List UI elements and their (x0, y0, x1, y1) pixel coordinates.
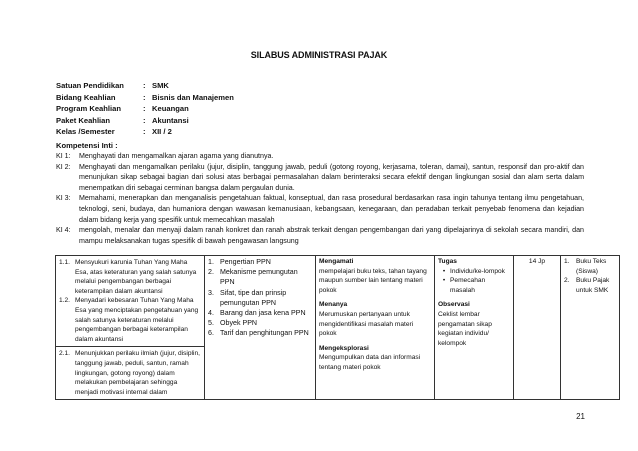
kd-text: Mensyukuri karunia Tuhan Yang Maha Esa, atas keteraturan yang salah satunya melalui pengembangan berbagai keterampilan dalam akuntansi (75, 259, 197, 295)
meta-label: Satuan Pendidikan (56, 81, 124, 91)
materi-text: Mekanisme pemungutan PPN (220, 268, 298, 287)
sumber-text: Buku Teks (Siswa) (576, 258, 607, 275)
ki-code: KI 1: (56, 152, 71, 160)
kd-text: Menyadari kebesaran Tuhan Yang Maha Esa yang menciptakan pengetahuan yang salah satunya keteraturan melalui pengembangan berbagai keterampilan dalam akuntansi (75, 297, 199, 343)
tugas-text: Individu/ke-lompok (450, 267, 505, 275)
meta-label: Bidang Keahlian (56, 92, 116, 102)
kd-number: 1.2. (59, 297, 70, 305)
ki-code: KI 2: (56, 162, 71, 171)
alokasi-waktu: 14 Jp (528, 258, 546, 265)
materi-item (208, 257, 312, 267)
sumber-item (564, 276, 616, 295)
meta-colon: : (143, 115, 146, 125)
ki-text: Menghayati dan mengamalkan ajaran agama yang dianutnya. (79, 152, 274, 160)
kd-text: Menunjukkan perilaku ilmiah (jujur, disiplin, tanggung jawab, peduli, santun, ramah lingkungan, gotong royong) dalam melakukan pembelajaran sehingga menjadi motivasi internal dalam (75, 350, 200, 396)
sumber-item (564, 257, 616, 276)
sumber-number: 1. (564, 258, 570, 265)
ki-text: Menghayati dan mengamalkan perilaku (jujur, disiplin, tanggung jawab, peduli (gotong royong, kerjasama, toleran, damai), santun, responsif dan pro-aktif dan menunjukan sikap sebagai bagian dari solusi atas berbagai permasalahan dalam berinteraksi secara efektif dengan lingkungan sosial dan alam serta dalam menempatkan diri sebagai cerminan bangsa dalam pergaulan dunia. (79, 162, 584, 192)
kegiatan-heading: Menanya (319, 301, 348, 309)
materi-text: Tarif dan penghitungan PPN (220, 329, 309, 338)
document-title: SILABUS ADMINISTRASI PAJAK (250, 50, 388, 60)
meta-row (56, 92, 234, 104)
ki-text: Memahami, menerapkan dan menganalisis pengetahuan faktual, konseptual, dan rasa prosedural berdasarkan rasa ingin tahunya tentang ilmu pengetahuan, teknologi, seni, budaya, dan humaniora dengan wawasan kemanusiaan, kebangsaan, kenegaraan, dan peradaban terkait penyebab fenomena dan kejadian dalam bidang kerja yang spesifik untuk memecahkan masalah (79, 194, 584, 224)
kegiatan-heading: Mengamati (319, 258, 354, 265)
kd-item (59, 349, 201, 397)
materi-number: 4. (208, 309, 214, 318)
tugas-text: Pemecahan masalah (450, 277, 486, 294)
observasi-heading: Observasi (438, 301, 470, 309)
meta-value: Akuntansi (152, 115, 189, 125)
materi-number: 5. (208, 319, 214, 328)
ki-item (56, 193, 584, 225)
meta-value: SMK (152, 81, 169, 91)
sumber-text: Buku Pajak untuk SMK (576, 277, 610, 294)
kegiatan-text: Merumuskan pertanyaan untuk mengidentifikasi masalah materi pokok (319, 310, 414, 338)
materi-pokok-cell (205, 256, 316, 400)
materi-text: Barang dan jasa kena PPN (220, 309, 306, 318)
meta-value: Keuangan (152, 104, 189, 114)
ki-text: mengolah, menalar dan menyaji dalam ranah konkret dan ranah abstrak terkait dengan pengembangan dari yang dipelajarinya di sekolah secara mandiri, dan mampu melaksanakan tugas spesifik di bawah pengawasan langsung (79, 226, 584, 245)
kegiatan-text: Mengumpulkan data dan informasi tentang materi pokok (319, 354, 421, 371)
materi-number: 3. (208, 288, 214, 297)
materi-item (208, 328, 312, 338)
syllabus-table (55, 255, 620, 400)
ki-code: KI 4: (56, 226, 71, 235)
kompetensi-inti-heading: Kompetensi Inti : (56, 141, 118, 150)
kegiatan-cell (316, 256, 435, 400)
meta-colon: : (143, 127, 146, 137)
materi-text: Pengertian PPN (220, 258, 271, 266)
penilaian-cell (435, 256, 514, 400)
meta-value: XII / 2 (152, 127, 172, 137)
alokasi-waktu-cell (514, 256, 561, 400)
meta-row (56, 103, 234, 115)
materi-number: 6. (208, 329, 214, 338)
materi-item (208, 288, 312, 308)
materi-number: 2. (208, 268, 214, 277)
meta-label: Program Keahlian (56, 104, 121, 114)
meta-label: Paket Keahlian (56, 115, 111, 125)
identity-block (56, 80, 234, 138)
meta-value: Bisnis dan Manajemen (152, 92, 234, 102)
meta-row (56, 80, 234, 92)
kompetensi-inti-list (56, 151, 584, 246)
kd-item (59, 258, 201, 296)
observasi-text: Ceklist lembar pengamatan sikap kegiatan individu/ kelompok (438, 310, 492, 347)
bullet-icon: • (442, 277, 446, 285)
kd-number: 2.1. (59, 350, 70, 358)
meta-colon: : (143, 81, 146, 91)
ki-item (56, 151, 584, 162)
materi-item (208, 318, 312, 328)
tugas-item (438, 267, 510, 277)
meta-row (56, 126, 234, 138)
page-number: 21 (576, 412, 585, 421)
kd-item (59, 296, 201, 344)
kegiatan-text: mempelajari buku teks, tahan tayang maupun sumber lain tentang materi pokok (319, 267, 427, 294)
materi-number: 1. (208, 258, 214, 266)
materi-item (208, 308, 312, 318)
kompetensi-dasar-cell (56, 256, 205, 400)
bullet-icon: • (442, 267, 446, 275)
kegiatan-heading: Mengeksplorasi (319, 344, 369, 352)
ki-item (56, 162, 584, 194)
meta-colon: : (143, 92, 146, 102)
materi-item (208, 267, 312, 287)
kd-group (56, 346, 204, 399)
meta-colon: : (143, 104, 146, 114)
meta-row (56, 115, 234, 127)
tugas-item (438, 276, 510, 295)
kd-group (56, 256, 204, 346)
meta-label: Kelas /Semester (56, 127, 115, 137)
tugas-heading: Tugas (438, 258, 457, 265)
ki-item (56, 225, 584, 246)
ki-code: KI 3: (56, 194, 71, 203)
materi-text: Sifat, tipe dan prinsip pemungutan PPN (220, 288, 287, 307)
kd-number: 1.1. (59, 259, 70, 266)
sumber-belajar-cell (561, 256, 620, 400)
table-row (56, 256, 620, 400)
materi-text: Obyek PPN (220, 319, 258, 328)
sumber-number: 2. (564, 277, 570, 285)
